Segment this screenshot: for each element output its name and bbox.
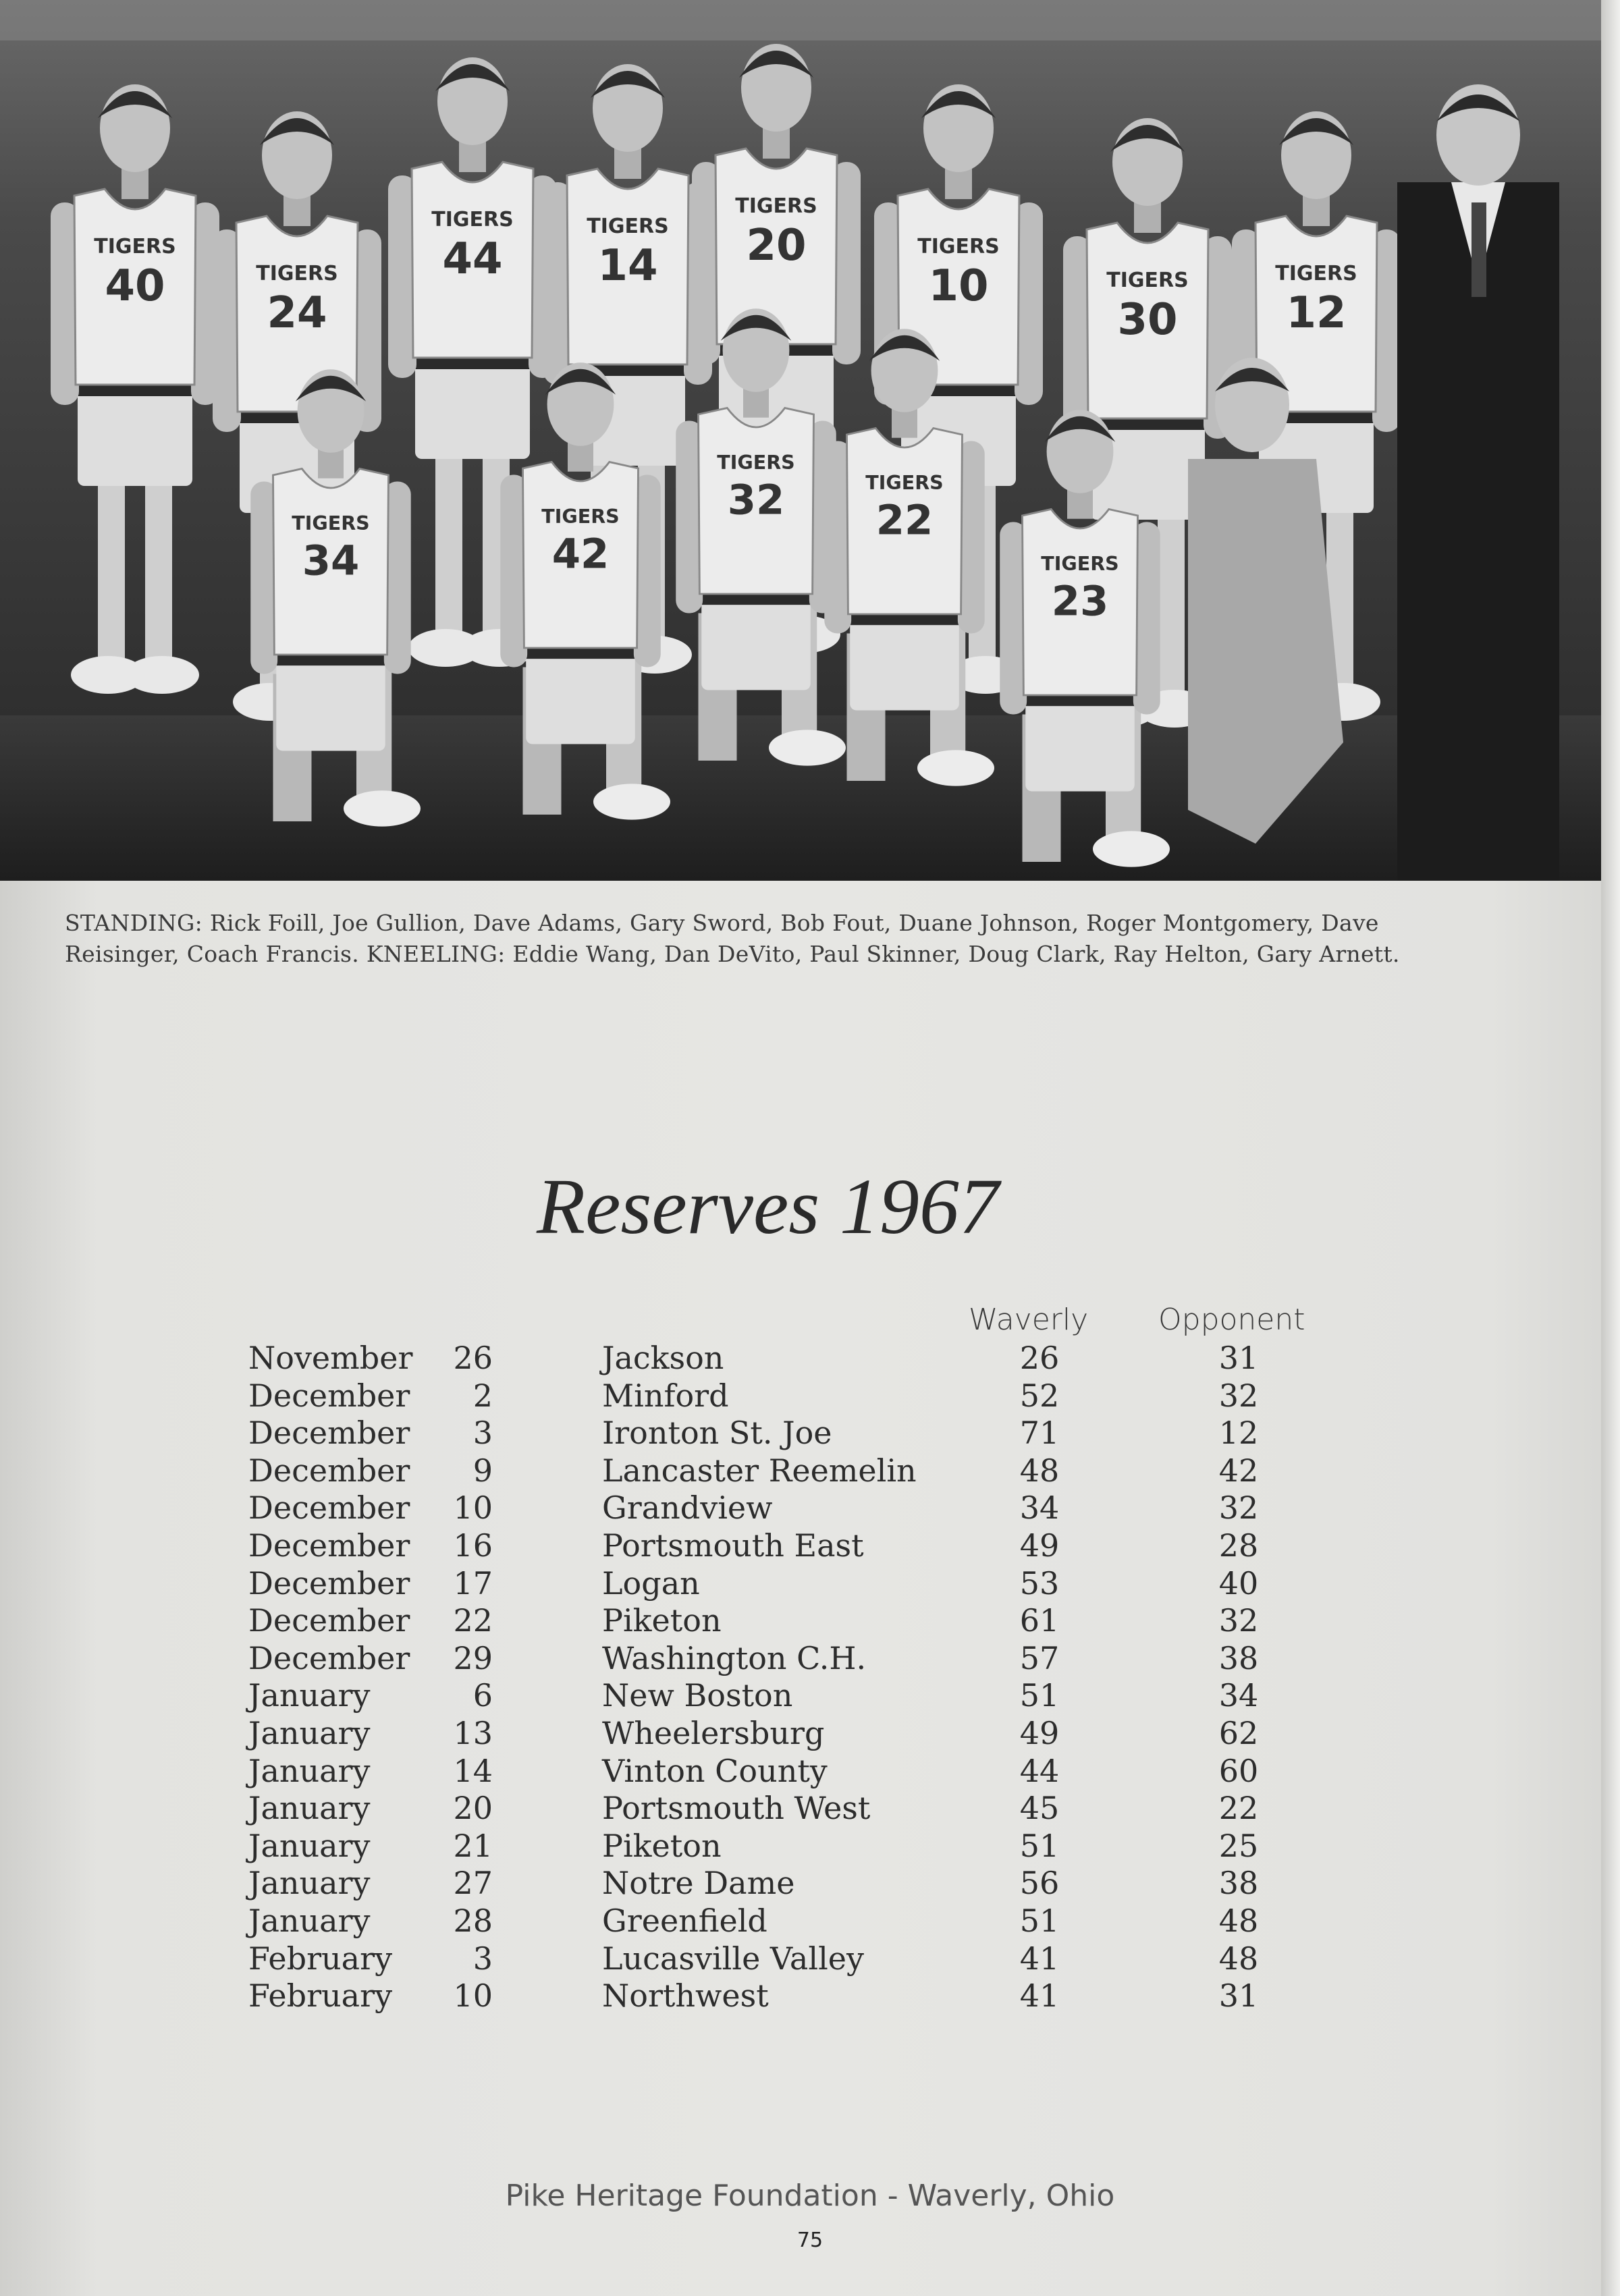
game-day: 28	[453, 1903, 493, 1939]
page-title: Reserves 1967	[537, 1162, 999, 1251]
table-row	[0, 1828, 1620, 1865]
team-photo	[0, 0, 1601, 881]
jersey-label: TIGERS	[1106, 269, 1189, 292]
table-row	[0, 1790, 1620, 1828]
table-row	[0, 1640, 1620, 1678]
game-month: January	[248, 1790, 371, 1827]
opponent-score: 31	[1218, 1977, 1259, 2015]
jersey-label: TIGERS	[541, 505, 620, 528]
table-row	[0, 1452, 1620, 1490]
jersey-label: TIGERS	[1275, 262, 1357, 285]
opponent-score: 38	[1218, 1639, 1259, 1676]
jersey-label: TIGERS	[917, 235, 1000, 258]
table-row	[0, 1715, 1620, 1753]
jersey-label: TIGERS	[587, 215, 669, 238]
game-month: January	[248, 1677, 371, 1714]
jersey-label: TIGERS	[256, 262, 338, 285]
game-month: December	[248, 1527, 410, 1564]
game-month: December	[248, 1415, 410, 1452]
jersey-label: TIGERS	[94, 235, 176, 258]
opponent-score: 32	[1218, 1489, 1259, 1527]
table-row	[0, 1753, 1620, 1791]
game-day: 29	[453, 1639, 493, 1676]
waverly-score: 48	[1019, 1452, 1060, 1489]
waverly-score: 52	[1019, 1377, 1060, 1414]
jersey-label: TIGERS	[431, 208, 514, 231]
table-row	[0, 1489, 1620, 1527]
jersey-label: TIGERS	[292, 512, 370, 535]
waverly-score: 51	[1019, 1827, 1060, 1864]
jersey-label: TIGERS	[865, 471, 944, 494]
game-month: November	[248, 1340, 413, 1376]
game-day: 27	[453, 1865, 493, 1902]
jersey-number: 20	[746, 221, 807, 271]
game-opponent: Portsmouth West	[602, 1790, 871, 1827]
table-row	[0, 1602, 1620, 1640]
opponent-score: 48	[1218, 1903, 1259, 1939]
game-opponent: Grandview	[602, 1489, 773, 1527]
jersey-number: 42	[551, 530, 610, 578]
jersey-number: 22	[875, 497, 934, 545]
waverly-score: 41	[1019, 1940, 1060, 1977]
game-day: 16	[453, 1527, 493, 1564]
opponent-score: 34	[1218, 1677, 1259, 1714]
jersey-number: 14	[597, 241, 658, 291]
waverly-score: 53	[1019, 1564, 1060, 1602]
opponent-score: 32	[1218, 1377, 1259, 1414]
game-day: 22	[453, 1602, 493, 1639]
photo-caption: STANDING: Rick Foill, Joe Gullion, Dave Adams, Gary Sword, Bob Fout, Duane Johnson, Roger Montgomery, Dave Reisinger, Coach Francis. KNEELING: Eddie Wang, Dan DeVito, Paul Skinner, Doug Clark, Ray Helton, Gary Arnett.	[65, 910, 1400, 967]
jersey-label: TIGERS	[1041, 552, 1119, 575]
opponent-score: 60	[1218, 1752, 1259, 1789]
opponent-score: 42	[1218, 1452, 1259, 1489]
waverly-score: 57	[1019, 1639, 1060, 1676]
game-day: 2	[473, 1377, 493, 1414]
table-row	[0, 1340, 1620, 1377]
footer-credit: Pike Heritage Foundation - Waverly, Ohio	[505, 2179, 1115, 2213]
game-opponent: Notre Dame	[602, 1865, 795, 1902]
waverly-score: 56	[1019, 1865, 1060, 1902]
jersey-label: TIGERS	[717, 451, 795, 474]
opponent-score: 28	[1218, 1527, 1259, 1564]
game-day: 9	[473, 1452, 493, 1489]
game-opponent: Vinton County	[602, 1752, 828, 1789]
game-opponent: Piketon	[602, 1827, 722, 1864]
jersey-number: 40	[105, 261, 165, 311]
game-month: December	[248, 1489, 410, 1527]
game-opponent: Wheelersburg	[602, 1715, 825, 1751]
table-row	[0, 1677, 1620, 1715]
game-day: 21	[453, 1827, 493, 1864]
table-row	[0, 1415, 1620, 1452]
game-day: 6	[473, 1677, 493, 1714]
opponent-score: 12	[1218, 1415, 1259, 1452]
game-month: December	[248, 1639, 410, 1676]
game-month: February	[248, 1940, 393, 1977]
team-photo-drawing	[0, 0, 1601, 881]
opponent-score: 25	[1218, 1827, 1259, 1864]
jersey-number: 34	[302, 537, 360, 585]
waverly-score: 41	[1019, 1977, 1060, 2015]
game-opponent: Jackson	[602, 1340, 724, 1376]
table-row	[0, 1865, 1620, 1903]
game-day: 3	[473, 1415, 493, 1452]
table-row	[0, 1377, 1620, 1415]
jersey-number: 24	[267, 288, 327, 338]
waverly-score: 44	[1019, 1752, 1060, 1789]
game-opponent: Northwest	[602, 1977, 769, 2015]
waverly-score: 49	[1019, 1715, 1060, 1751]
game-month: January	[248, 1827, 371, 1864]
game-month: December	[248, 1377, 410, 1414]
game-month: January	[248, 1715, 371, 1751]
header-opponent: Opponent	[1158, 1303, 1305, 1337]
game-month: December	[248, 1602, 410, 1639]
jersey-number: 30	[1117, 295, 1178, 345]
game-opponent: New Boston	[602, 1677, 793, 1714]
game-day: 17	[453, 1564, 493, 1602]
opponent-score: 62	[1218, 1715, 1259, 1751]
game-month: January	[248, 1903, 371, 1939]
table-row	[0, 1565, 1620, 1603]
game-month: December	[248, 1564, 410, 1602]
waverly-score: 34	[1019, 1489, 1060, 1527]
jersey-label: TIGERS	[735, 194, 817, 218]
game-day: 10	[453, 1489, 493, 1527]
game-opponent: Greenfield	[602, 1903, 767, 1939]
jersey-number: 12	[1286, 288, 1347, 338]
game-month: February	[248, 1977, 393, 2015]
game-month: January	[248, 1752, 371, 1789]
game-opponent: Ironton St. Joe	[602, 1415, 832, 1452]
game-opponent: Lucasville Valley	[602, 1940, 864, 1977]
opponent-score: 22	[1218, 1790, 1259, 1827]
game-day: 14	[453, 1752, 493, 1789]
game-day: 20	[453, 1790, 493, 1827]
jersey-number: 10	[928, 261, 989, 311]
waverly-score: 61	[1019, 1602, 1060, 1639]
opponent-score: 32	[1218, 1602, 1259, 1639]
game-opponent: Lancaster Reemelin	[602, 1452, 917, 1489]
game-opponent: Piketon	[602, 1602, 722, 1639]
jersey-number: 44	[442, 234, 503, 284]
game-day: 3	[473, 1940, 493, 1977]
game-opponent: Portsmouth East	[602, 1527, 864, 1564]
waverly-score: 26	[1019, 1340, 1060, 1376]
table-row	[0, 1940, 1620, 1978]
jersey-number: 23	[1051, 578, 1109, 626]
page-number: 75	[796, 2229, 824, 2252]
game-day: 13	[453, 1715, 493, 1751]
opponent-score: 38	[1218, 1865, 1259, 1902]
table-row	[0, 1977, 1620, 2015]
game-day: 10	[453, 1977, 493, 2015]
table-row	[0, 1527, 1620, 1565]
waverly-score: 45	[1019, 1790, 1060, 1827]
game-opponent: Washington C.H.	[602, 1639, 867, 1676]
game-month: January	[248, 1865, 371, 1902]
opponent-score: 40	[1218, 1564, 1259, 1602]
opponent-score: 31	[1218, 1340, 1259, 1376]
waverly-score: 71	[1019, 1415, 1060, 1452]
coach-figure	[1397, 84, 1559, 881]
game-month: December	[248, 1452, 410, 1489]
header-waverly: Waverly	[969, 1303, 1089, 1337]
game-opponent: Logan	[602, 1564, 700, 1602]
waverly-score: 51	[1019, 1677, 1060, 1714]
jersey-number: 32	[727, 476, 785, 524]
table-row	[0, 1903, 1620, 1940]
game-opponent: Minford	[602, 1377, 729, 1414]
opponent-score: 48	[1218, 1940, 1259, 1977]
waverly-score: 51	[1019, 1903, 1060, 1939]
game-day: 26	[453, 1340, 493, 1376]
waverly-score: 49	[1019, 1527, 1060, 1564]
